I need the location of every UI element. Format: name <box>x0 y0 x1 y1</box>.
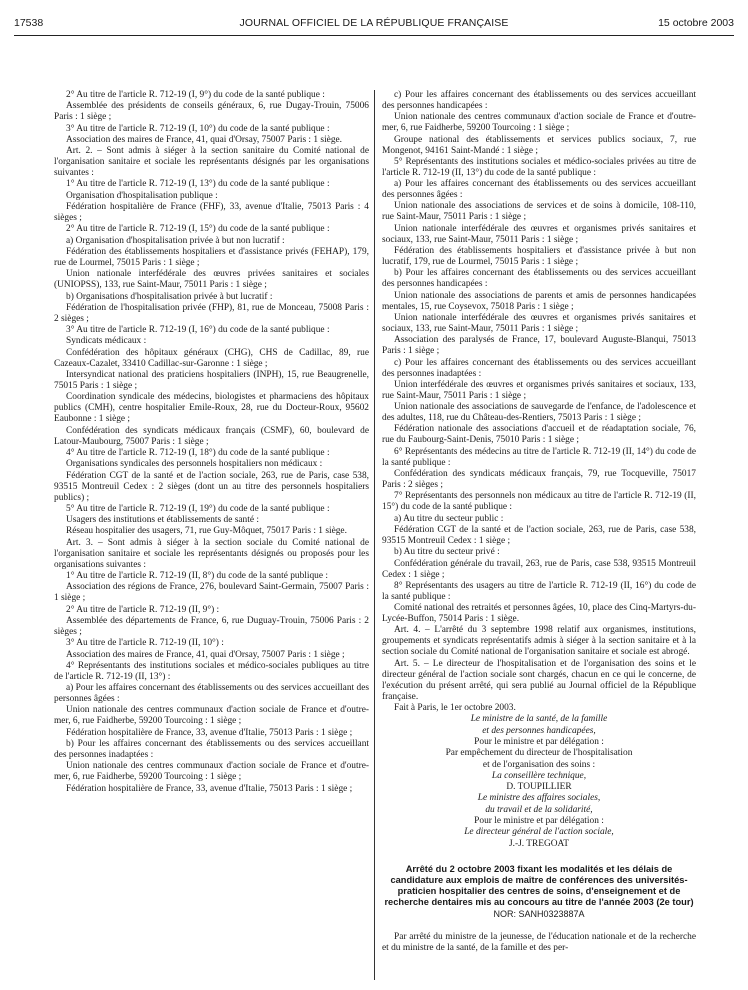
article-2: Art. 2. – Sont admis à siéger à la section sanitaire du Comité national de l'organisation sanitaire et sociale les représentants désignés par les organisations suivantes : <box>54 146 369 179</box>
paragraph: 1° Au titre de l'article R. 712-19 (I, 13°) du code de la santé publique : <box>66 179 330 190</box>
paragraph: 2° Au titre de l'article R. 712-19 (I, 9°) du code de la santé publique : <box>66 90 325 100</box>
article-4: Art. 4. – L'arrêté du 3 septembre 1998 relatif aux organismes, institutions, groupements et syndicats représentatifs admis à siéger à la section sanitaire et à la section sociale du Comité national de l'organisation sanitaire et sociale est abrogé. <box>382 625 696 658</box>
signatory-name: J.-J. TREGOAT <box>509 838 569 849</box>
paragraph: Réseau hospitalier des usagers, 71, rue Guy-Môquet, 75017 Paris : 1 siège. <box>66 526 347 537</box>
signatory-name: D. TOUPILLIER <box>506 782 572 793</box>
paragraph: Fédération hospitalière de France (FHF), 33, avenue d'Italie, 75013 Paris : 4 sièges ; <box>54 202 369 224</box>
paragraph: Union nationale interfédérale des œuvres et organismes privés sanitaires et sociaux, 133, rue Saint-Maur, 75011 Paris : 1 siège ; <box>382 312 696 334</box>
paragraph: Association des maires de France, 41, quai d'Orsay, 75007 Paris : 1 siège ; <box>66 649 345 660</box>
decree-title: Arrêté du 2 octobre 2003 fixant les modalités et les délais de candidature aux emplois de maître de conférences des universités-praticien hospitalier des centres de soins, d'enseignement et de recherche dentaires mis au concours au titre de l'année 2003 (2e tour) <box>384 863 694 907</box>
header-rule <box>14 35 734 36</box>
paragraph: b) Pour les affaires concernant des établissements ou des services accueillant des personnes handicapées : <box>382 268 696 290</box>
paragraph: Fédération des établissements hospitaliers et d'assistance privés (FEHAP), 179, rue de Lourmel, 75015 Paris : 1 siège ; <box>54 246 369 268</box>
paragraph: Comité national des retraités et personnes âgées, 10, place des Cinq-Martyrs-du-Lycée-Buffon, 75014 Paris : 1 siège. <box>382 603 696 625</box>
paragraph: Coordination syndicale des médecins, biologistes et pharmaciens des hôpitaux publics (CMH), centre hospitalier Emile-Roux, 28, rue du Docteur-Roux, 95602 Eaubonne : 1 siège ; <box>54 392 369 425</box>
paragraph: Association des régions de France, 276, boulevard Saint-Germain, 75007 Paris : 1 siège ; <box>54 582 369 604</box>
signature-line: et des personnes handicapées, <box>482 725 596 736</box>
paragraph: c) Pour les affaires concernant des établissements ou des services accueillant des personnes inadaptées : <box>382 357 696 379</box>
paragraph: Fédération de l'hospitalisation privée (FHP), 81, rue de Monceau, 75008 Paris : 2 sièges ; <box>54 302 369 324</box>
paragraph: Union nationale des associations de parents et amis de personnes handicapées mentales, 15, rue Coysevox, 75018 Paris : 1 siège ; <box>382 290 696 312</box>
paragraph: 2° Au titre de l'article R. 712-19 (II, 9°) : <box>66 604 220 615</box>
paragraph: Confédération des syndicats médicaux français (CSMF), 60, boulevard de Latour-Maubourg, 75007 Paris : 1 siège ; <box>54 425 369 447</box>
paragraph: Union nationale des centres communaux d'action sociale de France et d'outre-mer, 6, rue Faidherbe, 59200 Tourcoing : 1 siège ; <box>54 705 369 727</box>
paragraph: Association des paralysés de France, 17, boulevard Auguste-Blanqui, 75013 Paris : 1 siège ; <box>382 335 696 357</box>
paragraph: 5° Au titre de l'article R. 712-19 (I, 19°) du code de la santé publique : <box>66 503 330 514</box>
nor-reference: NOR: SANH0323887A <box>493 908 585 919</box>
paragraph: Union nationale interfédérale des œuvres privées sanitaires et sociales (UNIOPSS), 133, rue Saint-Maur, 75011 Paris : 1 siège ; <box>54 269 369 291</box>
paragraph: b) Organisations d'hospitalisation privée à but lucratif : <box>66 291 273 302</box>
paragraph: b) Au titre du secteur privé : <box>394 547 500 558</box>
paragraph: Confédération générale du travail, 263, rue de Paris, case 538, 93515 Montreuil Cedex : 1 siège ; <box>382 558 696 580</box>
article-5: Art. 5. – Le directeur de l'hospitalisation et de l'organisation des soins et le directeur général de l'action sociale sont chargés, chacun en ce qui le concerne, de l'exécution du présent arrêté, qui sera publié au Journal officiel de la République française. <box>382 658 696 702</box>
decree-intro: Par arrêté du ministre de la jeunesse, de l'éducation nationale et de la recherche et du ministre de la santé, de la famille et des per- <box>382 931 696 953</box>
paragraph: a) Pour les affaires concernant des établissements ou des services accueillant des personnes âgées : <box>382 179 696 201</box>
left-column <box>54 90 369 795</box>
paragraph: Union nationale des centres communaux d'action sociale de France et d'outre-mer, 6, rue Faidherbe, 59200 Tourcoing : 1 siège ; <box>382 112 696 134</box>
paragraph: Fédération CGT de la santé et de l'action sociale, 263, rue de Paris, case 538, 93515 Montreuil Cedex : 2 sièges (dont un au titre des personnels hospitaliers publics) ; <box>54 470 369 503</box>
paragraph: a) Pour les affaires concernant des établissements ou des services accueillant des personnes âgées : <box>54 683 369 705</box>
paragraph: Union nationale des associations de services et de soins à domicile, 108-110, rue Saint-Maur, 75011 Paris : 1 siège ; <box>382 201 696 223</box>
paragraph: Union nationale des centres communaux d'action sociale de France et d'outre-mer, 6, rue Faidherbe, 59200 Tourcoing : 1 siège ; <box>54 761 369 783</box>
signature-line: Le ministre des affaires sociales, <box>477 793 601 804</box>
signature-line: Le ministre de la santé, de la famille <box>470 714 608 725</box>
paragraph: Confédération des syndicats médicaux français, 79, rue Tocqueville, 75017 Paris : 2 sièges ; <box>382 469 696 491</box>
signature-line: du travail et de la solidarité, <box>485 804 593 815</box>
paragraph: Fédération des établissements hospitaliers et d'assistance privée à but non lucratif, 179, rue de Lourmel, 75015 Paris : 1 siège ; <box>382 246 696 268</box>
paragraph: Usagers des institutions et établissements de santé : <box>66 515 259 526</box>
paragraph: 5° Représentants des institutions sociales et médico-sociales privées au titre de l'article R. 712-19 (II, 13°) du code de la santé publique : <box>382 156 696 178</box>
column-divider <box>374 90 375 980</box>
signature-line: Le directeur général de l'action sociale, <box>464 827 614 838</box>
paragraph: Intersyndicat national des praticiens hospitaliers (INPH), 15, rue Beaugrenelle, 75015 Paris : 1 siège ; <box>54 370 369 392</box>
page-header <box>14 17 734 31</box>
signature-line: et de l'organisation des soins : <box>482 759 596 770</box>
paragraph: Fédération hospitalière de France, 33, avenue d'Italie, 75013 Paris : 1 siège ; <box>66 783 353 794</box>
paragraph: b) Pour les affaires concernant des établissements ou des services accueillant des personnes inadaptées : <box>54 738 369 760</box>
paragraph: 1° Au titre de l'article R. 712-19 (II, 8°) du code de la santé publique : <box>66 571 328 582</box>
paragraph: Assemblée des départements de France, 6, rue Duguay-Trouin, 75006 Paris : 2 sièges ; <box>54 615 369 637</box>
paragraph: Syndicats médicaux : <box>66 336 147 347</box>
paragraph: Organisation d'hospitalisation publique : <box>66 190 218 201</box>
journal-title: JOURNAL OFFICIEL DE LA RÉPUBLIQUE FRANÇAISE <box>239 17 509 29</box>
paragraph: 4° Au titre de l'article R. 712-19 (I, 18°) du code de la santé publique : <box>66 447 330 458</box>
paragraph: 4° Représentants des institutions sociales et médico-sociales publiques au titre de l'article R. 712-19 (II, 13°) : <box>54 660 369 682</box>
paragraph: a) Au titre du secteur public : <box>394 513 504 524</box>
paragraph: Fédération hospitalière de France, 33, avenue d'Italie, 75013 Paris : 1 siège ; <box>66 727 353 738</box>
paragraph: 8° Représentants des usagers au titre de l'article R. 712-19 (II, 16°) du code de la santé publique : <box>382 580 696 602</box>
page-number: 17538 <box>14 17 44 29</box>
paragraph: Association des maires de France, 41, quai d'Orsay, 75007 Paris : 1 siège. <box>66 134 343 145</box>
right-column <box>382 90 696 954</box>
paragraph: Union nationale interfédérale des œuvres et organismes privés sanitaires et sociaux, 133, rue Saint-Maur, 75011 Paris : 1 siège ; <box>382 223 696 245</box>
paragraph: 7° Représentants des personnels non médicaux au titre de l'article R. 712-19 (II, 15°) du code de la santé publique : <box>382 491 696 513</box>
signature-line: Par empêchement du directeur de l'hospitalisation <box>445 748 633 759</box>
paragraph: 6° Représentants des médecins au titre de l'article R. 712-19 (II, 14°) du code de la santé publique : <box>382 446 696 468</box>
paragraph: Union interfédérale des œuvres et organismes privés sanitaires et sociaux, 133, rue Saint-Maur, 75011 Paris : 1 siège ; <box>382 379 696 401</box>
signature-line: Pour le ministre et par délégation : <box>474 815 604 826</box>
paragraph: 3° Au titre de l'article R. 712-19 (II, 10°) : <box>66 638 224 649</box>
paragraph: Fédération nationale des associations d'accueil et de réadaptation sociale, 76, rue du Faubourg-Saint-Denis, 75010 Paris : 1 siège ; <box>382 424 696 446</box>
paragraph: Confédération des hôpitaux généraux (CHG), CHS de Cadillac, 89, rue Cazeaux-Cazalet, 33410 Cadillac-sur-Garonne : 1 siège ; <box>54 347 369 369</box>
paragraph: Assemblée des présidents de conseils généraux, 6, rue Dugay-Trouin, 75006 Paris : 1 siège ; <box>54 101 369 123</box>
paragraph: a) Organisation d'hospitalisation privée à but non lucratif : <box>66 235 285 246</box>
paragraph: 2° Au titre de l'article R. 712-19 (I, 15°) du code de la santé publique : <box>66 224 330 235</box>
paragraph: Union nationale des associations de sauvegarde de l'enfance, de l'adolescence et des adultes, 118, rue du Château-des-Rentiers, 75013 Paris : 1 siège ; <box>382 402 696 424</box>
signature-line: La conseillère technique, <box>491 770 587 781</box>
paragraph: Organisations syndicales des personnels hospitaliers non médicaux : <box>66 459 323 470</box>
issue-date: 15 octobre 2003 <box>658 17 734 29</box>
paragraph: Groupe national des établissements et services publics sociaux, 7, rue Mongenot, 94161 Saint-Mandé : 1 siège ; <box>382 134 696 156</box>
paragraph: 3° Au titre de l'article R. 712-19 (I, 10°) du code de la santé publique : <box>66 123 330 134</box>
paragraph: c) Pour les affaires concernant des établissements ou des services accueillant des personnes handicapées : <box>382 90 696 111</box>
paragraph: Fédération CGT de la santé et de l'action sociale, 263, rue de Paris, case 538, 93515 Montreuil Cedex : 1 siège ; <box>382 524 696 546</box>
article-3: Art. 3. – Sont admis à siéger à la section sociale du Comité national de l'organisation sanitaire et sociale les représentants désignés ou proposés pour les organisations suivantes : <box>54 537 369 570</box>
signature-line: Pour le ministre et par délégation : <box>474 736 604 747</box>
paragraph: 3° Au titre de l'article R. 712-19 (I, 16°) du code de la santé publique : <box>66 325 330 336</box>
signing-place-date: Fait à Paris, le 1er octobre 2003. <box>394 703 516 714</box>
